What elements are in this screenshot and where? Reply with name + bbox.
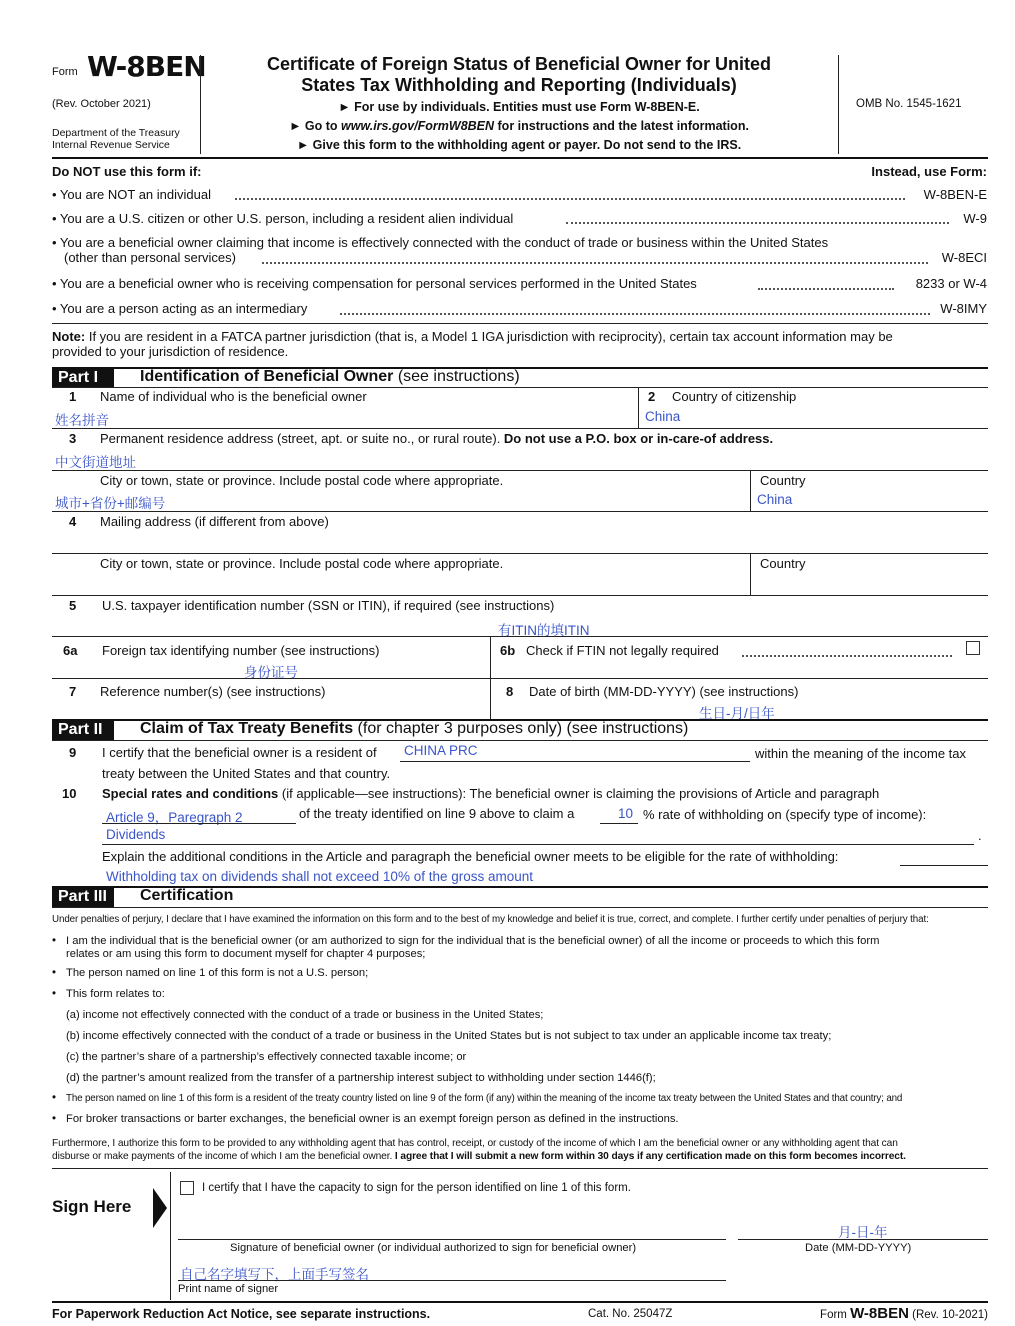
form-title-line1: Certificate of Foreign Status of Beneficial Owner for United xyxy=(266,54,772,74)
form-title-line2: States Tax Withholding and Reporting (Individuals) xyxy=(301,75,737,95)
cert-bullet-1: I am the individual that is the beneficial owner (or am authorized to sign for the individual that is the beneficial owner) of all the income or proceeds to which this form xyxy=(66,935,880,947)
line10-rest: (if applicable—see instructions): The beneficial owner is claiming the provisions of Article and paragraph xyxy=(278,786,880,801)
catalog-number: Cat. No. 25047Z xyxy=(588,1308,673,1320)
authorization-text-bold: I agree that I will submit a new form within 30 days if any certification made on this form becomes incorrect. xyxy=(394,1151,906,1162)
income-type-field[interactable]: Dividends xyxy=(106,827,166,842)
authorization-text: Furthermore, I authorize this form to be provided to any withholding agent that has control, receipt, or custody of the income of which I am the beneficial owner or any withholding agent that can xyxy=(52,1138,898,1149)
part1-title-suffix: (see instructions) xyxy=(393,368,520,385)
note-text: If you are resident in a FATCA partner jurisdiction (that is, a Model 1 IGA jurisdiction with reciprocity), certain tax account information may be xyxy=(85,329,893,344)
permanent-address-field[interactable]: 中文街道地址 xyxy=(55,455,136,470)
form-revision: (Rev. October 2021) xyxy=(52,98,151,110)
line10-explain: Explain the additional conditions in the Article and paragraph the beneficial owner meets to be eligible for the rate of withholding: xyxy=(102,849,839,864)
line6b-label: Check if FTIN not legally required xyxy=(526,643,719,658)
line9-number: 9 xyxy=(69,745,77,760)
article-paragraph-field[interactable]: Article 9，Paregraph 2 xyxy=(106,810,243,825)
country2-label: Country xyxy=(760,556,806,571)
withholding-rate-field[interactable]: 10 xyxy=(618,806,634,821)
treaty-country-field[interactable]: CHINA PRC xyxy=(404,743,478,758)
note-label: Note: xyxy=(52,329,86,344)
part1-label: Part I xyxy=(52,368,114,388)
dept-line1: Department of the Treasury xyxy=(52,127,180,139)
line9-suffix: within the meaning of the income tax xyxy=(755,746,967,761)
line1-number: 1 xyxy=(69,389,77,404)
dept-line2: Internal Revenue Service xyxy=(52,139,170,151)
instruction-2 xyxy=(200,119,838,133)
cert-bullet-5: For broker transactions or barter exchanges, the beneficial owner is an exempt foreign person as defined in the instructions. xyxy=(66,1113,679,1125)
mailing-address-field[interactable] xyxy=(52,530,988,552)
line6b-number: 6b xyxy=(500,643,516,658)
footer-form-rev: (Rev. 10-2021) xyxy=(908,1309,988,1321)
bullet-dot: • xyxy=(52,1113,57,1125)
cert-bullet-4: The person named on line 1 of this form is a resident of the treaty country listed on line 9 of the form (if any) within the meaning of the income tax treaty between the United States and that country; and xyxy=(66,1093,903,1104)
cert-bullet-3: This form relates to: xyxy=(66,988,165,1000)
line9-text-cont: treaty between the United States and that country. xyxy=(102,766,391,781)
part1-title-bold: Identification of Beneficial Owner xyxy=(140,368,394,385)
bullet-dot: • xyxy=(52,967,57,979)
part1-title xyxy=(140,368,520,386)
fatca-note-cont: provided to your jurisdiction of residence. xyxy=(52,344,289,359)
print-name-field[interactable]: 自己名字填写下，上面手写签名 xyxy=(180,1267,369,1282)
sign-here-arrow-icon xyxy=(153,1188,167,1228)
ftin-not-required-checkbox[interactable] xyxy=(966,641,980,655)
bullet-dot: • xyxy=(52,988,57,1000)
line10-bold: Special rates and conditions xyxy=(102,786,279,801)
country-citizenship-field[interactable]: China xyxy=(645,409,681,424)
bullet-dot: • xyxy=(52,1092,57,1104)
additional-conditions-field[interactable]: Withholding tax on dividends shall not exceed 10% of the gross amount xyxy=(106,869,534,884)
line10-mid: of the treaty identified on line 9 above to claim a xyxy=(299,806,575,821)
signature-field[interactable] xyxy=(178,1212,726,1238)
donot-row-form: W-9 xyxy=(963,211,987,226)
authorization-text-cont xyxy=(52,1151,992,1162)
donot-row-form: W-8BEN-E xyxy=(923,187,987,202)
paperwork-notice: For Paperwork Reduction Act Notice, see separate instructions. xyxy=(52,1307,431,1321)
city-label: City or town, state or province. Include postal code where appropriate. xyxy=(100,473,504,488)
instead-heading: Instead, use Form: xyxy=(871,164,987,179)
line3-label-text: Permanent residence address (street, apt. or suite no., or rural route). xyxy=(100,431,504,446)
donot-row: • You are a beneficial owner who is receiving compensation for personal services performed in the United States xyxy=(52,276,697,291)
city2-field[interactable] xyxy=(52,572,750,594)
part3-label: Part III xyxy=(52,887,114,907)
signature-label: Signature of beneficial owner (or individual authorized to sign for beneficial owner) xyxy=(230,1242,637,1254)
line5-label: U.S. taxpayer identification number (SSN or ITIN), if required (see instructions) xyxy=(102,598,555,613)
line10-number: 10 xyxy=(62,786,77,801)
instruction-2-suffix: for instructions and the latest information. xyxy=(494,119,749,133)
instruction-2-prefix: ► Go to xyxy=(289,119,342,133)
line7-label: Reference number(s) (see instructions) xyxy=(100,684,326,699)
donot-row: • You are a beneficial owner claiming that income is effectively connected with the conduct of trade or business within the United States xyxy=(52,235,829,250)
sign-here-label: Sign Here xyxy=(52,1197,132,1216)
date-field[interactable]: 月-日-年 xyxy=(838,1225,888,1240)
line4-number: 4 xyxy=(69,514,77,529)
date-label: Date (MM-DD-YYYY) xyxy=(805,1242,912,1254)
omb-number: OMB No. 1545-1621 xyxy=(856,98,962,110)
perjury-intro: Under penalties of perjury, I declare that I have examined the information on this form and to the best of my knowledge and belief it is true, correct, and complete. I further certify under penalties of perjury that: xyxy=(52,914,929,925)
reference-number-field[interactable] xyxy=(52,698,490,718)
line6a-number: 6a xyxy=(63,643,78,658)
capacity-label: I certify that I have the capacity to sign for the person identified on line 1 of this form. xyxy=(202,1182,631,1194)
line9-text: I certify that the beneficial owner is a resident of xyxy=(102,745,377,760)
cert-item-b: (b) income effectively connected with the conduct of a trade or business in the United States but is not subject to tax under an applicable income tax treaty; xyxy=(66,1030,832,1042)
cert-item-c: (c) the partner’s share of a partnership’s effectively connected taxable income; or xyxy=(66,1051,467,1063)
authorization-text-plain: disburse or make payments of the income of which I am the beneficial owner. xyxy=(52,1151,395,1162)
instruction-1: ► For use by individuals. Entities must use Form W-8BEN-E. xyxy=(338,100,700,114)
city2-label: City or town, state or province. Include postal code where appropriate. xyxy=(100,556,504,571)
part2-title xyxy=(140,720,688,738)
irs-link[interactable]: www.irs.gov/FormW8BEN xyxy=(341,119,495,133)
line3-number: 3 xyxy=(69,431,77,446)
line8-number: 8 xyxy=(506,684,514,699)
country-label: Country xyxy=(760,473,806,488)
part2-label: Part II xyxy=(52,720,114,740)
footer-form-id xyxy=(820,1305,988,1322)
line7-number: 7 xyxy=(69,684,77,699)
donot-row: • You are a person acting as an intermediary xyxy=(52,301,308,316)
cert-item-d: (d) the partner’s amount realized from the transfer of a partnership interest subject to withholding under section 1446(f); xyxy=(66,1072,656,1084)
print-name-label: Print name of signer xyxy=(178,1283,279,1295)
beneficial-owner-name-field[interactable]: 姓名拼音 xyxy=(55,413,109,428)
cert-bullet-2: The person named on line 1 of this form is not a U.S. person; xyxy=(66,967,369,979)
part2-title-suffix: (for chapter 3 purposes only) (see instructions) xyxy=(353,720,689,737)
form-label: Form xyxy=(52,66,78,78)
donot-row: • You are a U.S. citizen or other U.S. person, including a resident alien individual xyxy=(52,211,514,226)
donot-row-form: W-8ECI xyxy=(941,250,987,265)
line2-label: Country of citizenship xyxy=(672,389,797,404)
donot-row-form: W-8IMY xyxy=(940,301,987,316)
line10-period: . xyxy=(978,828,982,843)
foreign-tin-field[interactable]: 身份证号 xyxy=(244,665,298,680)
cert-bullet-1-cont: relates or am using this form to document myself for chapter 4 purposes; xyxy=(66,948,426,960)
line4-label: Mailing address (if different from above) xyxy=(100,514,329,529)
line1-label: Name of individual who is the beneficial owner xyxy=(100,389,367,404)
part3-title: Certification xyxy=(140,887,234,904)
line2-number: 2 xyxy=(648,389,656,404)
bullet-dot: • xyxy=(52,935,57,947)
date-of-birth-field[interactable]: 生日-月/日年 xyxy=(699,706,775,721)
part2-title-bold: Claim of Tax Treaty Benefits xyxy=(140,720,354,737)
capacity-checkbox[interactable] xyxy=(180,1181,194,1195)
line10-text xyxy=(102,786,879,801)
country-field[interactable]: China xyxy=(757,492,793,507)
donot-row-form: 8233 or W-4 xyxy=(915,276,987,291)
line5-number: 5 xyxy=(69,598,77,613)
footer-form-name: W-8BEN xyxy=(850,1305,909,1322)
line3-label-bold: Do not use a P.O. box or in-care-of address. xyxy=(503,431,774,446)
donot-row: • You are NOT an individual xyxy=(52,187,211,202)
city-field[interactable]: 城市+省份+邮编号 xyxy=(55,496,166,511)
form-name: W-8BEN xyxy=(87,50,206,83)
donot-row-cont: (other than personal services) xyxy=(64,250,236,265)
fatca-note xyxy=(52,329,992,344)
instruction-3: ► Give this form to the withholding agent or payer. Do not send to the IRS. xyxy=(296,138,742,152)
footer-form-prefix: Form xyxy=(820,1309,851,1321)
us-tin-field[interactable]: 有ITIN的填ITIN xyxy=(498,623,590,638)
donot-heading: Do NOT use this form if: xyxy=(52,164,202,179)
line6a-label: Foreign tax identifying number (see instructions) xyxy=(102,643,380,658)
line10-rate-suffix: % rate of withholding on (specify type of income): xyxy=(643,807,927,822)
line8-label: Date of birth (MM-DD-YYYY) (see instructions) xyxy=(529,684,799,699)
line3-label xyxy=(100,431,773,446)
cert-item-a: (a) income not effectively connected with the conduct of a trade or business in the United States; xyxy=(66,1009,544,1021)
